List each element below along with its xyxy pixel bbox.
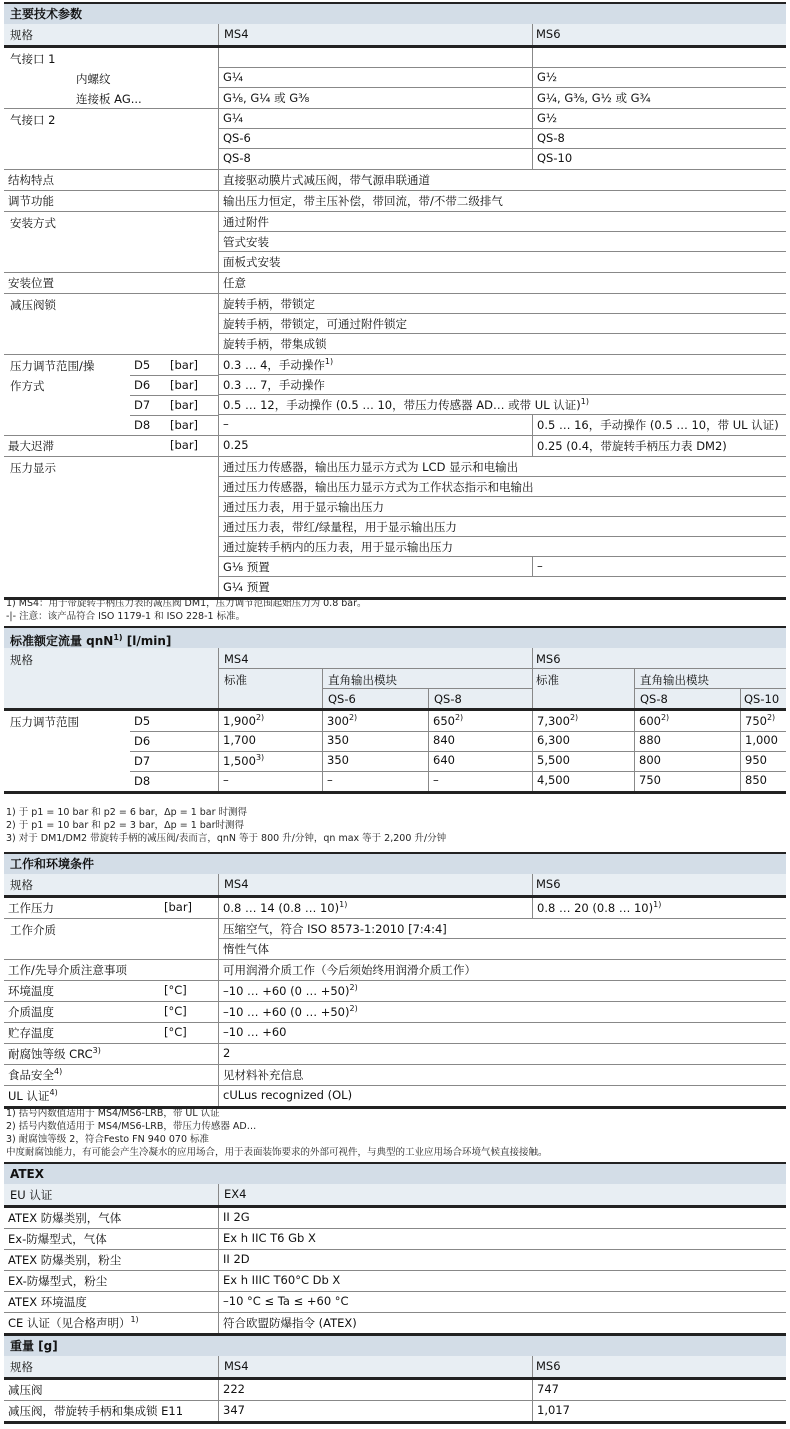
main-spec-table bbox=[4, 48, 786, 597]
header-ms4: MS4 bbox=[224, 27, 249, 41]
flow-qs8b: QS-8 bbox=[640, 692, 668, 706]
flow-note-1: 1) 于 p1 = 10 bar 和 p2 = 6 bar，Δp = 1 bar 时测得 bbox=[6, 807, 248, 818]
flow-angle-ms6: 直角输出模块 bbox=[640, 673, 709, 687]
flow-std-ms6: 标准 bbox=[536, 673, 559, 687]
table-row: 减压阀 222 747 bbox=[4, 1380, 786, 1401]
g18-ms6: – bbox=[532, 557, 786, 577]
lock-label: 减压阀锁 bbox=[10, 298, 56, 312]
table-row: 介质温度 [°C] –10 … +60 (0 … +50)$^{2)}$ bbox=[4, 1002, 786, 1023]
table-row: 环境温度 [°C] –10 … +60 (0 … +50)$^{2)}$ bbox=[4, 981, 786, 1002]
atex-section bbox=[4, 1162, 786, 1336]
plate-label: 连接板 AG... bbox=[76, 92, 142, 106]
lock-value-2: 旋转手柄，带锁定，可通过附件锁定 bbox=[218, 314, 786, 334]
port2-ms6-3: QS-10 bbox=[532, 149, 786, 169]
d5-value: 0.3 … 4，手动操作$^{1)}$ bbox=[218, 355, 786, 375]
flow-qs6: QS-6 bbox=[328, 692, 356, 706]
plate-ms6: G¼, G⅜, G½ 或 G¾ bbox=[532, 88, 786, 108]
flow-std-ms4: 标准 bbox=[224, 673, 247, 687]
d7-value: 0.5 … 12，手动操作 (0.5 … 10，带压力传感器 AD… 或带 UL 认证)$^{1)}$ bbox=[218, 395, 786, 415]
flow-spec: 规格 bbox=[10, 653, 33, 667]
port2-ms6-2: QS-8 bbox=[532, 129, 786, 149]
d8-label: D8 bbox=[134, 418, 151, 432]
hyst-unit: [bar] bbox=[170, 438, 199, 452]
table-row bbox=[4, 457, 786, 597]
table-row: ATEX 防爆类别，气体 II 2G bbox=[4, 1208, 786, 1229]
table-row: EX-防爆型式，粉尘 Ex h IIIC T60°C Db X bbox=[4, 1271, 786, 1292]
atex-table bbox=[4, 1208, 786, 1333]
pos-value: 任意 bbox=[218, 273, 786, 293]
plate-ms4: G⅛, G¼ 或 G⅜ bbox=[218, 88, 532, 108]
d7-unit: [bar] bbox=[170, 398, 199, 412]
env-note-4: 中度耐腐蚀能力，有可能会产生冷凝水的应用场合，用于表面装饰要求的外部可视件，与典型的工业应用场合环境气候直接接触。 bbox=[6, 1147, 548, 1158]
table-row: UL 认证$^{4)}$ cULus recognized (OL) bbox=[4, 1086, 786, 1106]
table-row bbox=[4, 273, 786, 294]
table-row bbox=[4, 294, 786, 355]
g18-ms4: G⅛ 预置 bbox=[218, 557, 532, 577]
env-note-3: 3) 耐腐蚀等级 2，符合Festo FN 940 070 标准 bbox=[6, 1134, 210, 1145]
env-note-1: 1) 括号内数值适用于 MS4/MS6-LRB，带 UL 认证 bbox=[6, 1108, 220, 1119]
flow-section bbox=[4, 626, 786, 794]
d5-unit: [bar] bbox=[170, 358, 199, 372]
hyst-ms6: 0.25 (0.4，带旋转手柄压力表 DM2) bbox=[532, 436, 786, 456]
table-row: ATEX 防爆类别，粉尘 II 2D bbox=[4, 1250, 786, 1271]
flow-d5-qs8b: 600$^{2)}$ bbox=[634, 711, 740, 731]
d8-ms6: 0.5 … 16，手动操作 (0.5 … 10，带 UL 认证) bbox=[532, 415, 786, 435]
weight-title: 重量 [g] bbox=[4, 1334, 786, 1356]
table-row: 工作压力 [bar] 0.8 … 14 (0.8 … 10)$^{1)}$ 0.8 … 20 (0.8 … 10)$^{1)}$ bbox=[4, 898, 786, 919]
weight-section bbox=[4, 1334, 786, 1424]
d5-label: D5 bbox=[134, 358, 151, 372]
flow-note-2: 2) 于 p1 = 10 bar 和 p2 = 3 bar，Δp = 1 bar时测得 bbox=[6, 820, 245, 831]
env-header: 规格 MS4 MS6 bbox=[4, 874, 786, 898]
d6-label: D6 bbox=[134, 378, 151, 392]
table-row bbox=[4, 212, 786, 273]
main-spec-header bbox=[4, 24, 786, 48]
table-row: D5 1,900$^{2)}$ 300$^{2)}$ 650$^{2)}$ 7,300$^{2)}$ 600$^{2)}$ 750$^{2)}$ bbox=[130, 711, 786, 732]
mount-value-3: 面板式安装 bbox=[218, 252, 786, 272]
inner-ms6: G½ bbox=[532, 68, 786, 88]
disp-3: 通过压力表，用于显示输出压力 bbox=[218, 497, 786, 517]
design-value: 直接驱动膜片式减压阀，带气源串联通道 bbox=[218, 170, 786, 190]
mount-value-1: 通过附件 bbox=[218, 212, 786, 232]
disp-4: 通过压力表，带红/绿量程，用于显示输出压力 bbox=[218, 517, 786, 537]
port2-ms4-1: G¼ bbox=[218, 109, 532, 129]
table-row: ATEX 环境温度 –10 °C ≤ Ta ≤ +60 °C bbox=[4, 1292, 786, 1313]
main-spec-section bbox=[4, 2, 786, 600]
flow-d5-std-ms6: 7,300$^{2)}$ bbox=[532, 711, 634, 731]
hyst-ms4: 0.25 bbox=[218, 436, 532, 456]
range-label-1: 压力调节范围/操 bbox=[10, 359, 95, 373]
port2-ms4-2: QS-6 bbox=[218, 129, 532, 149]
atex-header: EU 认证 EX4 bbox=[4, 1184, 786, 1208]
table-row bbox=[4, 191, 786, 212]
hyst-label: 最大迟滞 bbox=[8, 439, 54, 453]
flow-angle-ms4: 直角输出模块 bbox=[328, 673, 397, 687]
header-ms6: MS6 bbox=[536, 27, 561, 41]
table-row: 耐腐蚀等级 CRC$^{3)}$ 2 bbox=[4, 1044, 786, 1065]
disp-label: 压力显示 bbox=[10, 461, 56, 475]
table-row bbox=[4, 355, 786, 436]
flow-header bbox=[4, 648, 786, 711]
table-row: 工作/先导介质注意事项 可用润滑介质工作（今后须始终用润滑介质工作） bbox=[4, 960, 786, 981]
func-value: 输出压力恒定，带主压补偿，带回流，带/不带二级排气 bbox=[218, 191, 786, 211]
table-row: CE 认证（见合格声明）$^{1)}$ 符合欧盟防爆指令 (ATEX) bbox=[4, 1313, 786, 1333]
d8-ms4: – bbox=[218, 415, 532, 435]
d6-value: 0.3 … 7，手动操作 bbox=[218, 375, 786, 395]
flow-ms6: MS6 bbox=[536, 652, 561, 666]
main-spec-title: 主要技术参数 bbox=[4, 2, 786, 24]
header-spec: 规格 bbox=[10, 28, 33, 42]
table-row: 贮存温度 [°C] –10 … +60 bbox=[4, 1023, 786, 1044]
table-row: 减压阀，带旋转手柄和集成锁 E11 347 1,017 bbox=[4, 1401, 786, 1421]
flow-d5-qs10: 750$^{2)}$ bbox=[740, 711, 786, 731]
d8-unit: [bar] bbox=[170, 418, 199, 432]
inner-thread-label: 内螺纹 bbox=[76, 72, 111, 86]
table-row: D8 – – – 4,500 750 850 bbox=[130, 771, 786, 791]
d6-unit: [bar] bbox=[170, 378, 199, 392]
port1-label: 气接口 1 bbox=[10, 52, 56, 66]
flow-title: 标准额定流量 qnN$^{1)}$ [l/min] bbox=[4, 626, 786, 648]
range-label-2: 作方式 bbox=[10, 379, 45, 393]
table-row bbox=[4, 170, 786, 191]
flow-range-label: 压力调节范围 bbox=[10, 715, 79, 729]
flow-note-3: 3) 对于 DM1/DM2 带旋转手柄的减压阀/表而言，qnN 等于 800 升/分钟，qn max 等于 2,200 升/分钟 bbox=[6, 833, 447, 844]
table-row bbox=[4, 436, 786, 457]
weight-header: 规格 MS4 MS6 bbox=[4, 1356, 786, 1380]
d7-label: D7 bbox=[134, 398, 151, 412]
lock-value-3: 旋转手柄，带集成锁 bbox=[218, 334, 786, 354]
env-note-2: 2) 括号内数值适用于 MS4/MS6-LRB，带压力传感器 AD… bbox=[6, 1121, 257, 1132]
main-note-1: 1) MS4：用于带旋转手柄压力表的减压阀 DM1，压力调节范围起始压力为 0.8 bar。 bbox=[6, 598, 367, 609]
main-note-2: -|- 注意：该产品符合 ISO 1179-1 和 ISO 228-1 标准。 bbox=[6, 611, 246, 622]
weight-table bbox=[4, 1380, 786, 1421]
port2-ms6-1: G½ bbox=[532, 109, 786, 129]
flow-d5-qs6: 300$^{2)}$ bbox=[322, 711, 428, 731]
inner-ms4: G¼ bbox=[218, 68, 532, 88]
mount-label: 安装方式 bbox=[10, 216, 56, 230]
table-row bbox=[4, 48, 786, 109]
env-table bbox=[4, 898, 786, 1106]
disp-1: 通过压力传感器，输出压力显示方式为 LCD 显示和电输出 bbox=[218, 457, 786, 477]
env-title: 工作和环境条件 bbox=[4, 852, 786, 874]
mount-value-2: 管式安装 bbox=[218, 232, 786, 252]
port2-ms4-3: QS-8 bbox=[218, 149, 532, 169]
port2-label: 气接口 2 bbox=[10, 113, 56, 127]
table-row: 食品安全$^{4)}$ 见材料补充信息 bbox=[4, 1065, 786, 1086]
flow-ms4: MS4 bbox=[224, 652, 249, 666]
disp-5: 通过旋转手柄内的压力表，用于显示输出压力 bbox=[218, 537, 786, 557]
table-row: 工作介质 压缩空气，符合 ISO 8573-1:2010 [7:4:4] 惰性气体 bbox=[4, 919, 786, 960]
flow-d5-std-ms4: 1,900$^{2)}$ bbox=[218, 711, 322, 731]
pos-label: 安装位置 bbox=[8, 276, 54, 290]
flow-qs8: QS-8 bbox=[434, 692, 462, 706]
flow-table bbox=[4, 711, 786, 791]
table-row bbox=[4, 109, 786, 170]
disp-2: 通过压力传感器，输出压力显示方式为工作状态指示和电输出 bbox=[218, 477, 786, 497]
env-section bbox=[4, 852, 786, 1109]
table-row: D7 1,500$^{3)}$ 350 640 5,500 800 950 bbox=[130, 751, 786, 772]
design-label: 结构特点 bbox=[8, 173, 54, 187]
g14-ms4: G¼ 预置 bbox=[218, 577, 786, 597]
lock-value-1: 旋转手柄，带锁定 bbox=[218, 294, 786, 314]
table-row: D6 1,700 350 840 6,300 880 1,000 bbox=[130, 731, 786, 752]
table-row: Ex-防爆型式，气体 Ex h IIC T6 Gb X bbox=[4, 1229, 786, 1250]
func-label: 调节功能 bbox=[8, 194, 54, 208]
flow-d5-qs8: 650$^{2)}$ bbox=[428, 711, 532, 731]
flow-qs10: QS-10 bbox=[744, 692, 780, 706]
atex-title: ATEX bbox=[4, 1162, 786, 1184]
